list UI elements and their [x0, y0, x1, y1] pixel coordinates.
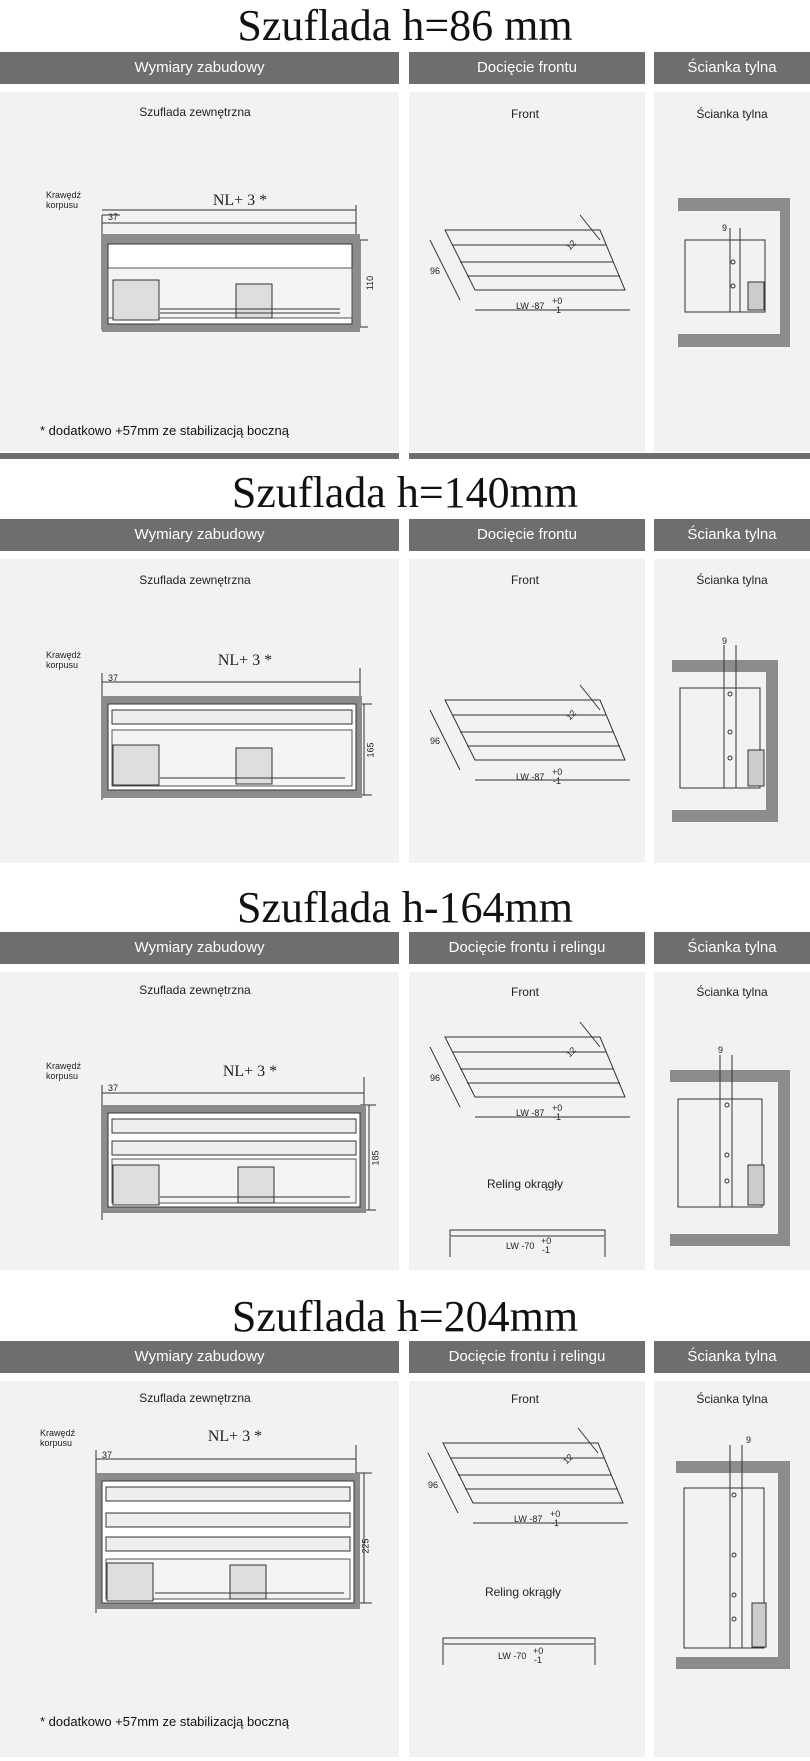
section-140mm	[0, 460, 810, 865]
edge-label: Krawędź korpusu	[46, 190, 82, 210]
caption-front: Front	[510, 1392, 539, 1406]
dim-37: 37	[108, 1083, 119, 1093]
reling-plus: +0	[533, 1646, 544, 1656]
section-title: Szuflada h=204mm	[231, 1292, 579, 1341]
back-wall-drawing	[0, 460, 810, 865]
header-back: Ścianka tylna	[654, 932, 810, 964]
section-title: Szuflada h=140mm	[231, 468, 579, 517]
section-204mm	[0, 1273, 810, 1761]
back-wall-drawing	[0, 865, 810, 1273]
dim-height: 110	[365, 275, 376, 291]
caption-back: Ścianka tylna	[696, 985, 768, 999]
footnote: * dodatkowo +57mm ze stabilizacją boczną	[40, 423, 289, 438]
section-title: Szuflada h-164mm	[236, 883, 574, 932]
dim-96: 96	[428, 1480, 439, 1490]
dim-96: 96	[430, 1073, 441, 1083]
dim-12: 12	[563, 707, 579, 723]
lw-label: LW -87	[516, 772, 545, 782]
edge-label: Krawędź korpusu	[46, 650, 82, 670]
header-front: Docięcie frontu	[409, 52, 645, 84]
edge-label: Krawędź korpusu	[40, 1428, 76, 1448]
dim-37: 37	[108, 212, 119, 222]
tol-minus: -1	[553, 305, 562, 315]
section-164mm	[0, 865, 810, 1273]
reling-label: LW -70	[498, 1651, 527, 1661]
reling-minus: -1	[542, 1245, 551, 1255]
header-wymiary: Wymiary zabudowy	[0, 52, 399, 84]
tol-minus: -1	[553, 776, 562, 786]
dim-height: 165	[365, 742, 376, 758]
section-86mm	[0, 0, 810, 460]
header-wymiary: Wymiary zabudowy	[0, 1341, 399, 1373]
dim-12: 12	[560, 1451, 576, 1467]
nl-label: NL+ 3 *	[222, 1063, 278, 1080]
caption-front: Front	[510, 985, 539, 999]
dim-96: 96	[430, 736, 441, 746]
reling-minus: -1	[534, 1655, 543, 1665]
tol-plus: +0	[552, 767, 563, 777]
header-wymiary: Wymiary zabudowy	[0, 932, 399, 964]
dim-height: 225	[360, 1538, 371, 1554]
caption-front: Front	[510, 573, 539, 587]
back-wall-drawing	[0, 0, 810, 460]
dim-12: 12	[563, 1044, 579, 1060]
caption-drawer: Szuflada zewnętrzna	[139, 105, 251, 119]
lw-label: LW -87	[514, 1514, 543, 1524]
header-back: Ścianka tylna	[654, 519, 810, 551]
header-front: Docięcie frontu	[409, 519, 645, 551]
reling-caption: Reling okrągły	[484, 1585, 562, 1599]
caption-drawer: Szuflada zewnętrzna	[139, 983, 251, 997]
caption-back: Ścianka tylna	[696, 107, 768, 121]
reling-caption: Reling okrągły	[486, 1177, 564, 1191]
caption-drawer: Szuflada zewnętrzna	[139, 573, 251, 587]
dim-37: 37	[108, 673, 119, 683]
header-front: Docięcie frontu i relingu	[409, 1341, 645, 1373]
section-title: Szuflada h=86 mm	[237, 1, 573, 50]
nl-label: NL+ 3 *	[217, 652, 273, 669]
nl-label: NL+ 3 *	[207, 1428, 263, 1445]
dim-height: 185	[370, 1150, 381, 1166]
back-dim-9: 9	[718, 1045, 724, 1055]
back-dim-9: 9	[722, 636, 728, 646]
back-dim-9: 9	[722, 223, 728, 233]
header-back: Ścianka tylna	[654, 52, 810, 84]
nl-label: NL+ 3 *	[212, 192, 268, 209]
caption-front: Front	[510, 107, 539, 121]
lw-label: LW -87	[516, 1108, 545, 1118]
caption-back: Ścianka tylna	[696, 573, 768, 587]
dim-96: 96	[430, 266, 441, 276]
header-back: Ścianka tylna	[654, 1341, 810, 1373]
reling-plus: +0	[541, 1236, 552, 1246]
edge-label: Krawędź korpusu	[46, 1061, 82, 1081]
back-wall-drawing	[0, 1273, 810, 1761]
lw-label: LW -87	[516, 301, 545, 311]
caption-back: Ścianka tylna	[696, 1392, 768, 1406]
tol-minus: -1	[551, 1518, 560, 1528]
header-wymiary: Wymiary zabudowy	[0, 519, 399, 551]
tol-plus: +0	[550, 1509, 561, 1519]
back-dim-9: 9	[746, 1435, 752, 1445]
footnote: * dodatkowo +57mm ze stabilizacją boczną	[40, 1714, 289, 1729]
dim-37: 37	[102, 1450, 113, 1460]
tol-plus: +0	[552, 1103, 563, 1113]
tol-minus: -1	[553, 1112, 562, 1122]
dim-12: 12	[563, 237, 579, 253]
reling-label: LW -70	[506, 1241, 535, 1251]
header-front: Docięcie frontu i relingu	[409, 932, 645, 964]
tol-plus: +0	[552, 296, 563, 306]
caption-drawer: Szuflada zewnętrzna	[139, 1391, 251, 1405]
